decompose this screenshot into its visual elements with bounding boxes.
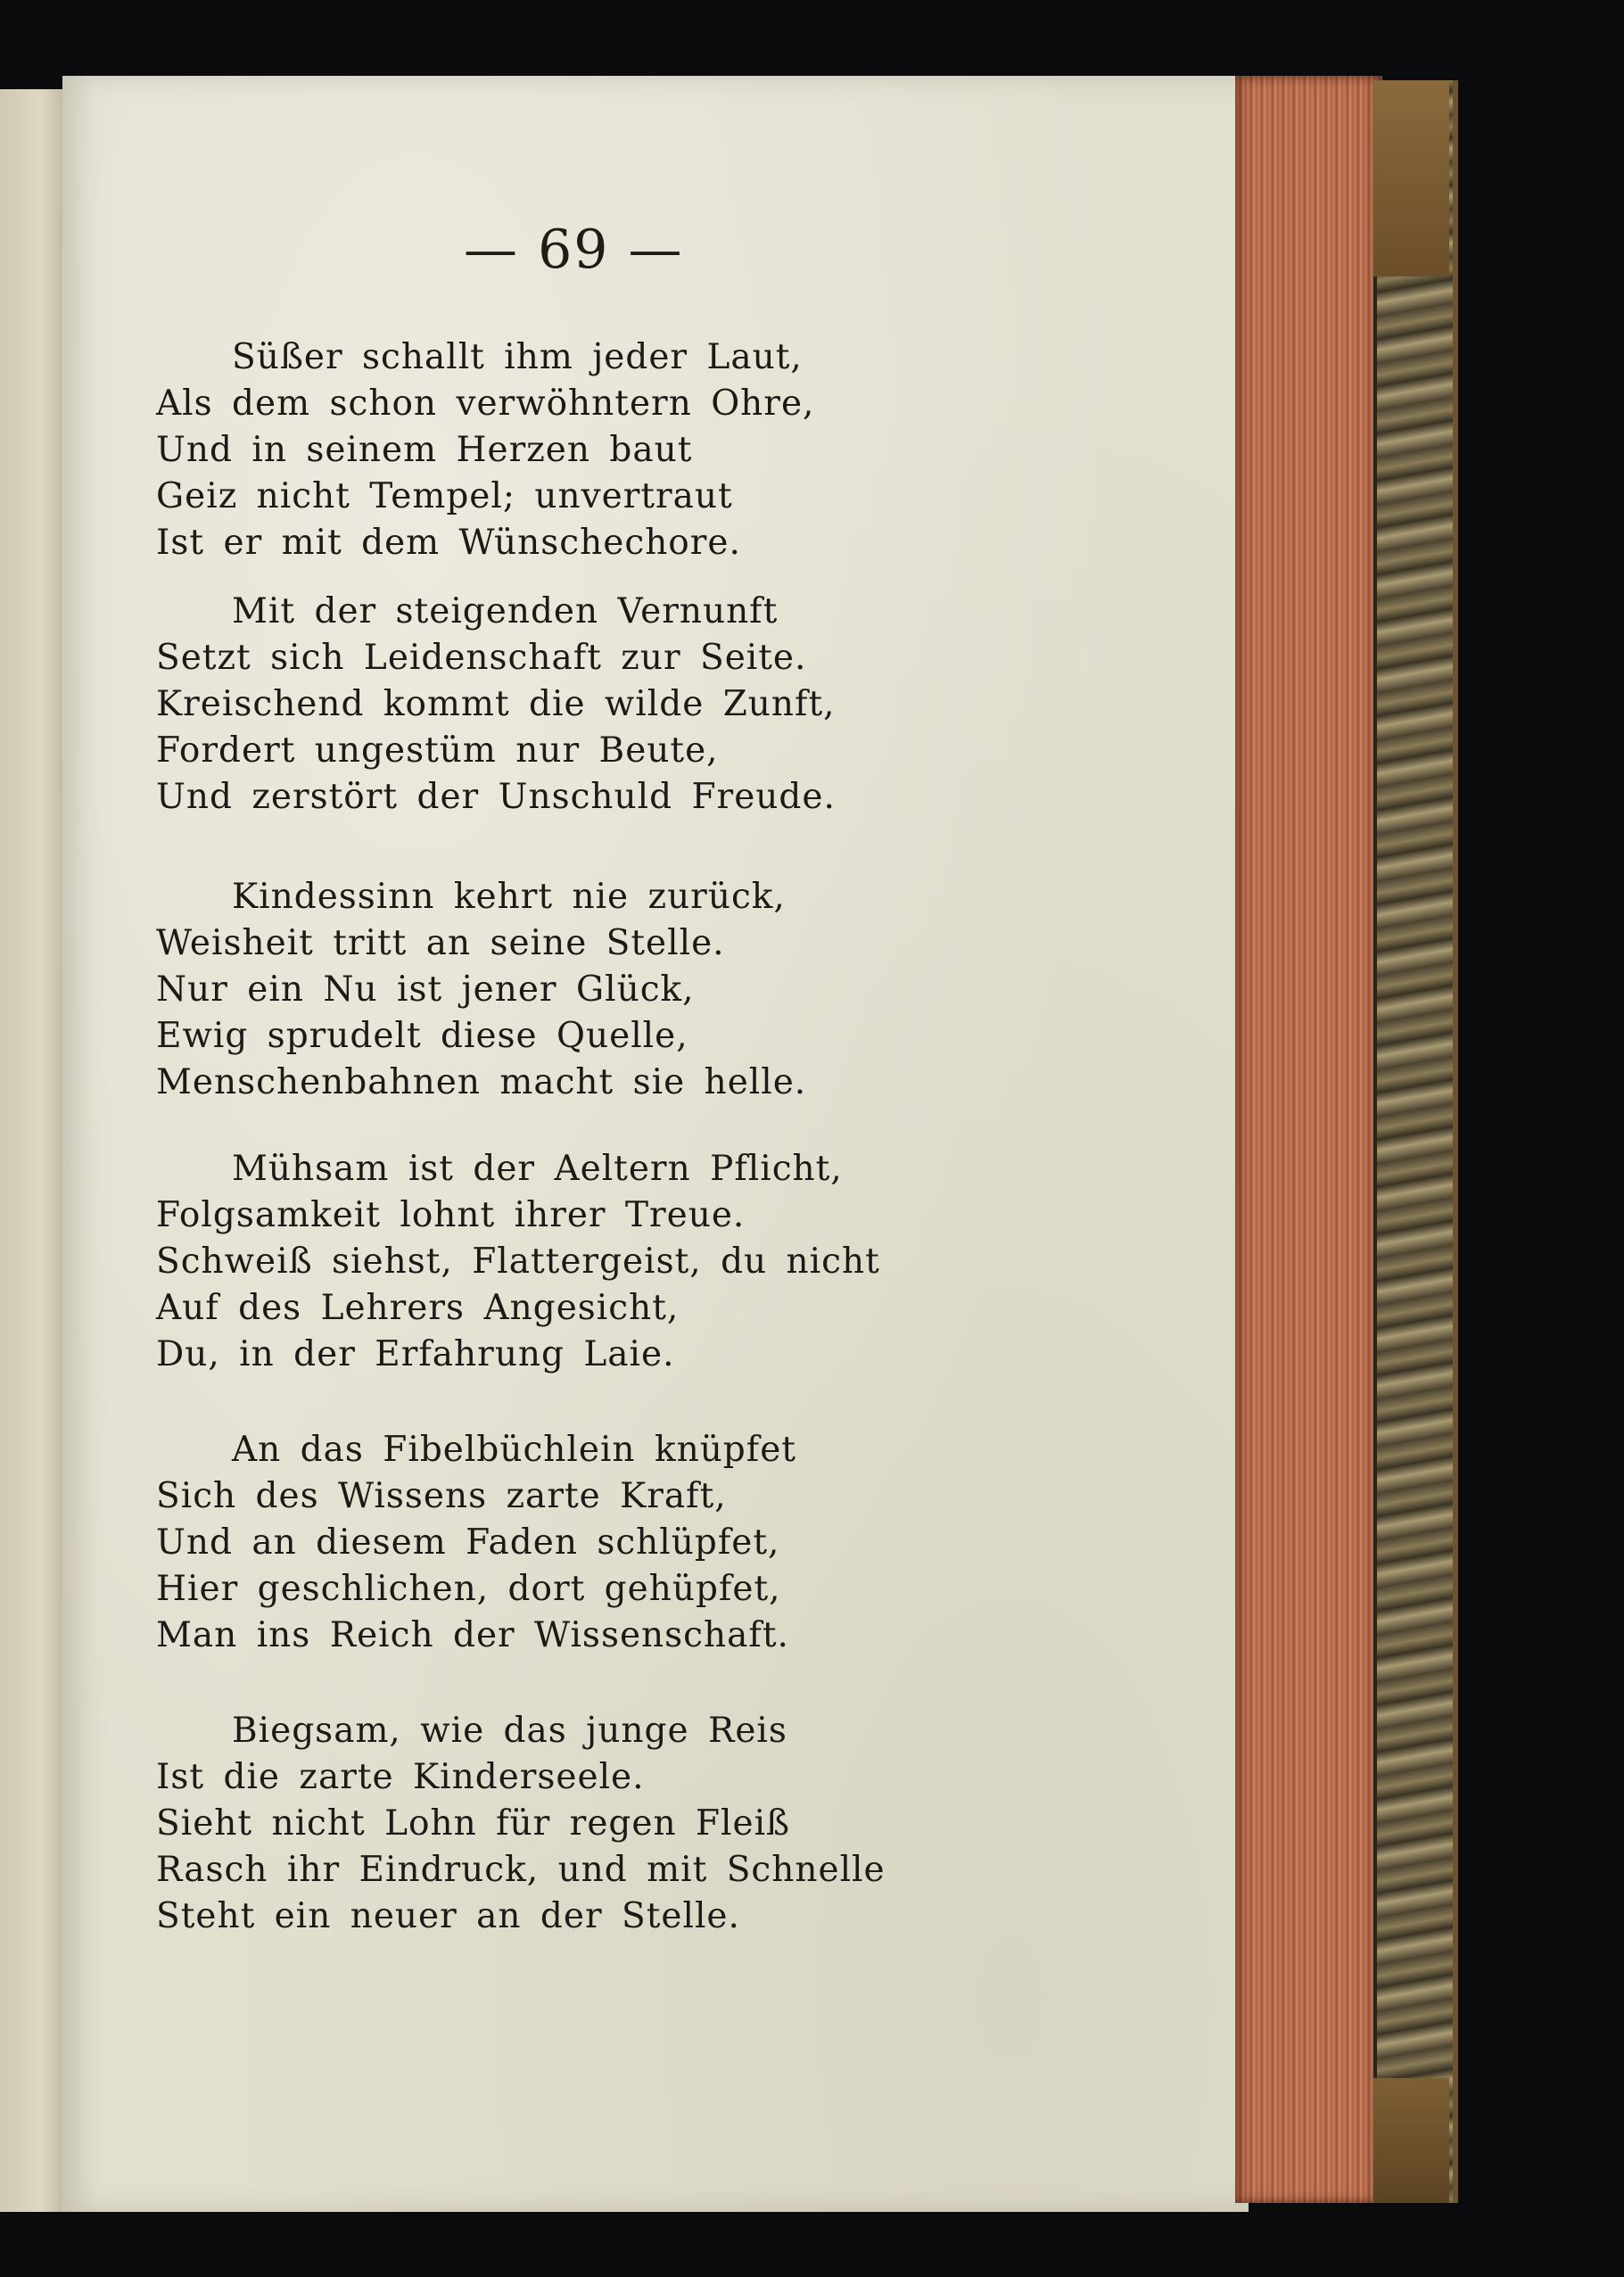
poem-line: Setzt sich Leidenschaft zur Seite.	[156, 638, 807, 678]
poem-line: Und an diesem Faden schlüpfet,	[156, 1522, 780, 1563]
poem-line: Du, in der Erfahrung Laie.	[156, 1334, 675, 1374]
poem-line: Als dem schon verwöhntern Ohre,	[156, 384, 815, 424]
poem-line: Kreischend kommt die wilde Zunft,	[156, 684, 836, 724]
poem-line: Mit der steigenden Vernunft	[232, 591, 779, 631]
poem-line: Süßer schallt ihm jeder Laut,	[232, 337, 803, 377]
poem-line: Kindessinn kehrt nie zurück,	[232, 877, 786, 917]
poem-line: Hier geschlichen, dort gehüpfet,	[156, 1569, 781, 1609]
poem-line: Geiz nicht Tempel; unvertraut	[156, 476, 733, 516]
poem-line: Ist die zarte Kinderseele.	[156, 1757, 645, 1797]
poem-line: Steht ein neuer an der Stelle.	[156, 1896, 740, 1936]
poem-line: Ist er mit dem Wünschechore.	[156, 523, 741, 563]
poem-line: Und zerstört der Unschuld Freude.	[156, 777, 836, 817]
poem-line: Fordert ungestüm nur Beute,	[156, 730, 719, 771]
leather-corner-top	[1373, 80, 1449, 276]
poem-line: Folgsamkeit lohnt ihrer Treue.	[156, 1195, 746, 1235]
poem-line: Nur ein Nu ist jener Glück,	[156, 969, 695, 1010]
poem-line: Schweiß siehst, Flattergeist, du nicht	[156, 1242, 880, 1282]
poem-line: Rasch ihr Eindruck, und mit Schnelle	[156, 1850, 886, 1890]
page-number: — 69 —	[464, 219, 684, 281]
poem-line: An das Fibelbüchlein knüpfet	[232, 1430, 796, 1470]
poem-line: Ewig sprudelt diese Quelle,	[156, 1016, 688, 1056]
poem-line: Sich des Wissens zarte Kraft,	[156, 1476, 727, 1516]
leather-corner-bottom	[1373, 2078, 1449, 2203]
poem-line: Auf des Lehrers Angesicht,	[156, 1288, 680, 1328]
page-block-edge	[1235, 76, 1382, 2203]
poem-line: Und in seinem Herzen baut	[156, 430, 693, 470]
poem-line: Menschenbahnen macht sie helle.	[156, 1062, 807, 1102]
poem-line: Weisheit tritt an seine Stelle.	[156, 923, 725, 963]
poem-line: Biegsam, wie das junge Reis	[232, 1711, 787, 1751]
poem-line: Mühsam ist der Aeltern Pflicht,	[232, 1149, 843, 1189]
facing-page-edge	[0, 89, 72, 2212]
poem-line: Sieht nicht Lohn für regen Fleiß	[156, 1803, 791, 1844]
poem-line: Man ins Reich der Wissenschaft.	[156, 1615, 789, 1655]
marbled-cover-board	[1373, 80, 1458, 2203]
